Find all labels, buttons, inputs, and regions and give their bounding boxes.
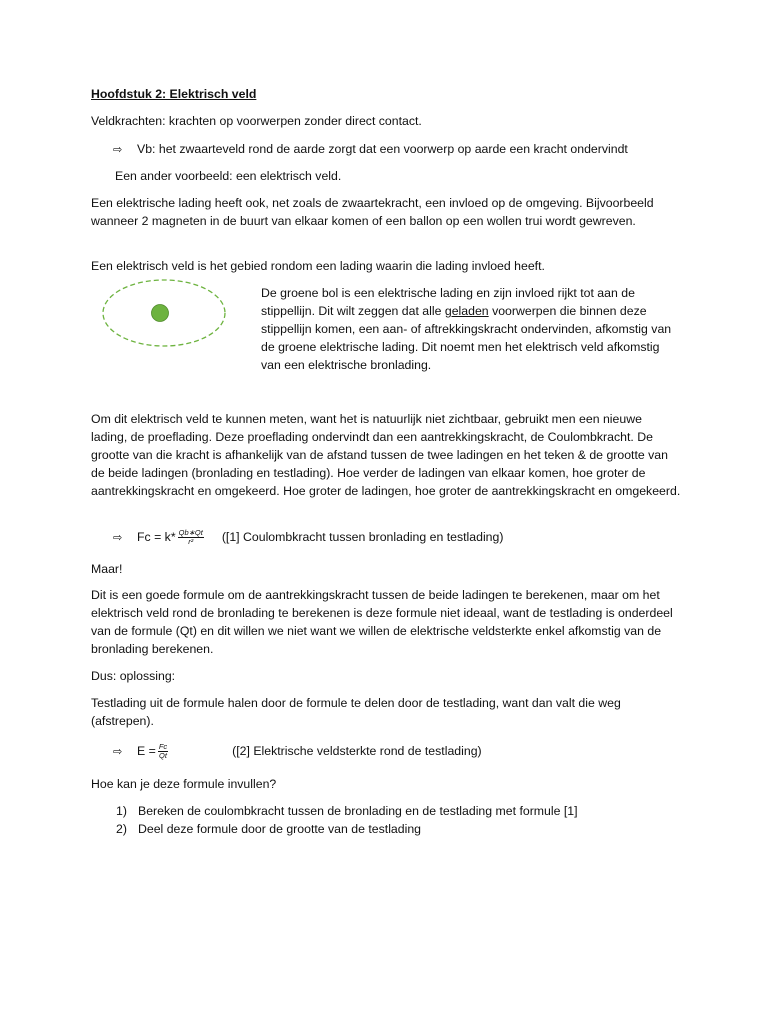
paragraph-vraag: Hoe kan je deze formule invullen?	[91, 777, 277, 791]
paragraph-probleem: Dit is een goede formule om de aantrekkingskracht tussen de beide ladingen te berekenen, maar om het elektrisch veld rond de bronlading te berekenen is deze formule niet ideaal, want de testlading is onderdeel van de formule (Qt) en dit willen we niet want we willen de elektrische veldsterkte enkel afkomstig van de bronlading berekenen.	[91, 588, 673, 656]
figure-description	[261, 284, 681, 374]
list-number: 2)	[116, 822, 127, 836]
fraction-numerator: Fc	[158, 742, 168, 752]
fraction-numerator: Qb∗Qt	[178, 528, 203, 538]
formula-lhs: E =	[137, 744, 156, 758]
paragraph-ander-voorbeeld: Een ander voorbeeld: een elektrisch veld.	[115, 169, 342, 183]
paragraph-lading: Een elektrische lading heeft ook, net zoals de zwaartekracht, een invloed op de omgeving. Bijvoorbeeld wanneer 2 magneten in de buurt van elkaar komen of een ballon op een wollen trui wordt gewreven.	[91, 196, 654, 228]
source-charge-green-ball	[152, 305, 169, 322]
figure-text-part2: voorwerpen die binnen deze stippellijn komen, een aan- of aftrekkingskracht ondervinden, afkomstig van de groene elektrische lading. Dit noemt men het elektrisch veld afkomstig van een elektrische bronlading.	[261, 304, 672, 372]
formula-fraction	[178, 529, 204, 546]
figure-text-part1: De groene bol is een elektrische lading en zijn invloed rijkt tot aan de stippellijn. Dit wilt zeggen dat alle	[261, 286, 635, 318]
list-number: 1)	[116, 804, 127, 818]
formula-coulomb	[113, 528, 503, 547]
paragraph-veldkrachten: Veldkrachten: krachten op voorwerpen zonder direct contact.	[91, 114, 422, 128]
list-item-zwaarteveld	[113, 140, 628, 159]
formula-veldsterkte	[113, 742, 482, 761]
paragraph-definitie: Een elektrisch veld is het gebied rondom een lading waarin die lading invloed heeft.	[91, 259, 545, 273]
list-item	[116, 820, 421, 838]
list-item-text: Vb: het zwaarteveld rond de aarde zorgt dat een voorwerp op aarde een kracht ondervindt	[137, 142, 628, 156]
arrow-right-outline-icon: ⇨	[113, 143, 123, 156]
figure-text-underlined: geladen	[444, 304, 489, 318]
list-item	[116, 802, 578, 820]
paragraph-oplossing: Dus: oplossing:	[91, 669, 176, 683]
paragraph-testlading: Testlading uit de formule halen door de formule te delen door de testlading, want dan valt die weg (afstrepen).	[91, 696, 621, 728]
formula-caption: ([2] Elektrische veldsterkte rond de testlading)	[232, 744, 482, 758]
formula-lhs: Fc = k*	[137, 530, 176, 544]
fraction-denominator: Qt	[159, 751, 167, 761]
arrow-right-outline-icon: ⇨	[113, 531, 123, 544]
formula-fraction	[158, 743, 168, 760]
electric-field-diagram	[98, 278, 230, 360]
paragraph-maar: Maar!	[91, 562, 123, 576]
paragraph-proeflading: Om dit elektrisch veld te kunnen meten, want het is natuurlijk niet zichtbaar, gebruikt men een nieuwe lading, de proeflading. Deze proeflading ondervindt dan een aantrekkingskracht, de Coulombkracht. De grootte van die kracht is afhankelijk van de afstand tussen de twee ladingen en het teken & de grootte van de beide ladingen (bronlading en testlading). Hoe verder de ladingen van elkaar komen, hoe groter de aantrekkingskracht en omgekeerd. Hoe groter de ladingen, hoe groter de aantrekkingskracht en omgekeerd.	[91, 412, 681, 498]
arrow-right-outline-icon: ⇨	[113, 745, 123, 758]
list-item-text: Deel deze formule door de grootte van de testlading	[138, 822, 422, 836]
fraction-denominator: r²	[188, 537, 194, 547]
formula-caption: ([1] Coulombkracht tussen bronlading en testlading)	[221, 530, 504, 544]
page-title: Hoofdstuk 2: Elektrisch veld	[91, 87, 257, 101]
list-item-text: Bereken de coulombkracht tussen de bronlading en de testlading met formule [1]	[138, 804, 578, 818]
